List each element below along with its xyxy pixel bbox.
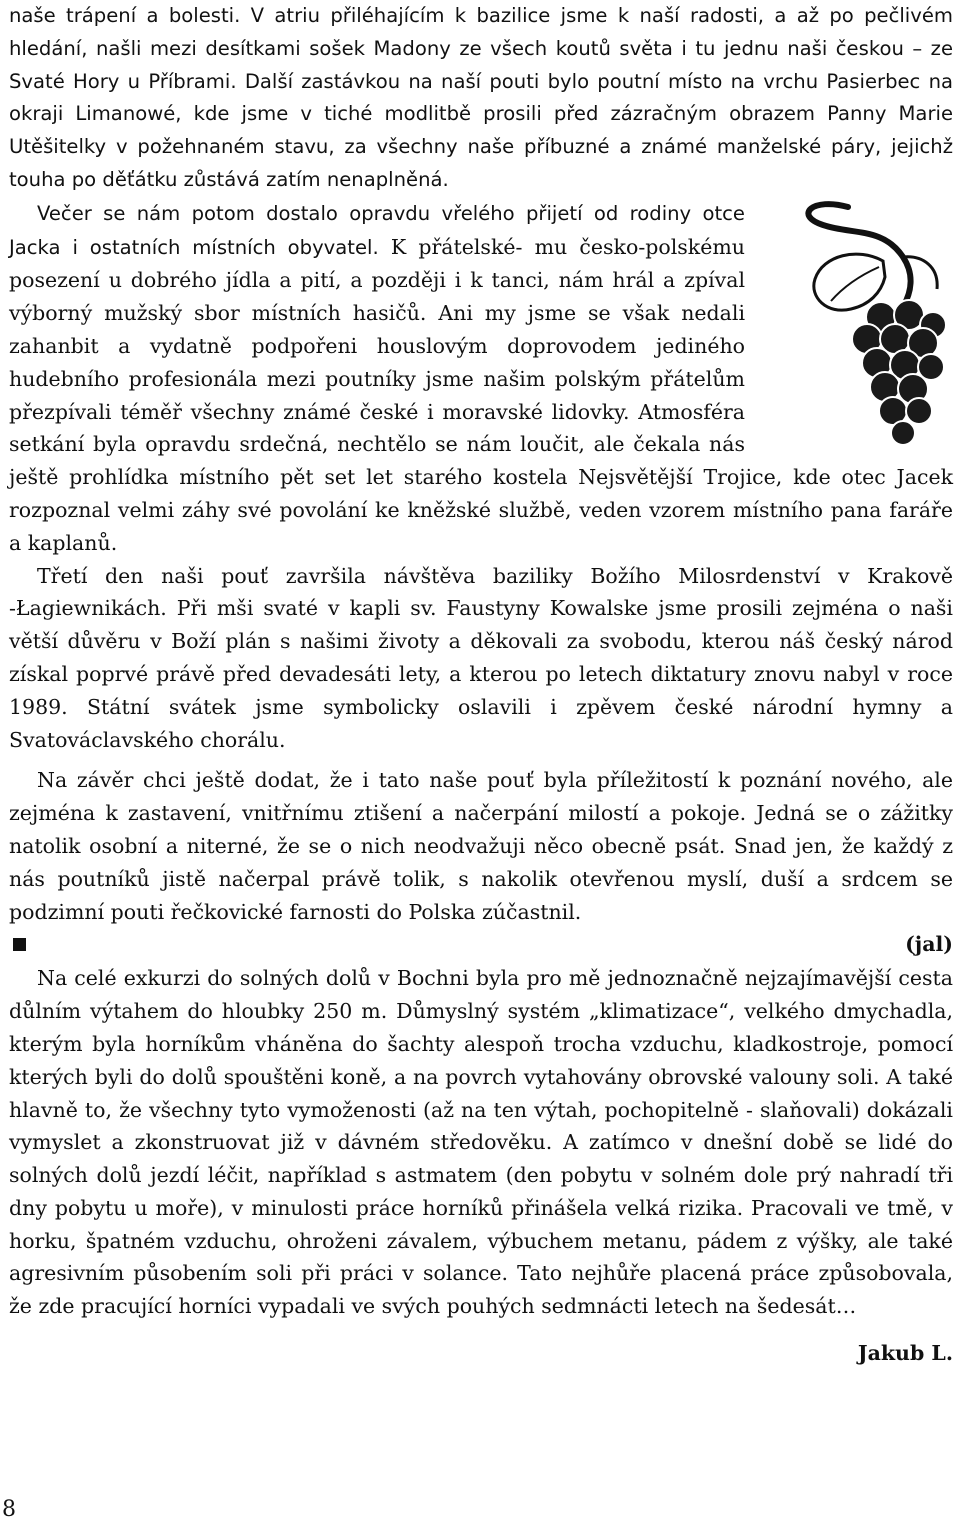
square-bullet-icon [13,938,26,951]
paragraph-intro-part-a: naše trápení a bolesti. V atriu přiléhajícím k bazilice jsme k naší radosti, a až po pečlivém hledání, našli mezi desítkami sošek Madony ze všech koutů světa i tu jednu naši českou – ze Svaté Hory u Příbrami. [9,4,953,93]
paragraph-conclusion: Na závěr chci ještě dodat, že i tato naše pouť byla příležitostí k poznání nového, ale zejména k zastavení, vnitřnímu ztišení a načerpání milostí a pokoje. Jedná se o zážitky natolik osobní a niterné, že se o nich neodvažuji něco obecně psát. Snad jen, že každý z nás poutníků jistě načerpal právě tolik, s nakolik otevřenou myslí, duší a srdcem se podzimní pouti řečkovické farnosti do Polska zúčastnil. [9,768,953,924]
paragraph-intro [9,0,953,197]
paragraph-intro-part-b: Další zastávkou na naší pouti bylo poutní místo na vrchu Pasierbec na okraji Limanowé, kde jsme v tiché modlitbě prosili před zázračným obrazem Panny Marie Utěšitelky v požehnaném stavu, za všechny naše příbuzné a známé manželské páry, jejichž touha po děťátku zůstává zatím nenaplněná. [9,69,954,191]
grape-illustration [753,197,953,459]
signature-jal: (jal) [905,932,953,957]
signature-line [9,928,953,962]
paragraph-evening-sans: Večer se nám potom dostalo opravdu vřelého přijetí od rodiny otce Jacka i ostatních místních obyvatel. [9,201,745,259]
paragraph-third-day: Třetí den naši pouť završila návštěva baziliky Božího Milosrdenství v Krakově -Łagiewnikách. Při mši svaté v kapli sv. Faustyny Kowalske jsme prosili zejména o naši větší důvěru v Boží plán s našimi životy a děkovali za svobodu, kterou náš český národ získal poprvé právě před devadesáti lety, a kterou po letech diktatury znovu nabyl v roce 1989. Státní svátek jsme symbolicky oslavili i zpěvem české národní hymny a Svatováclavského chorálu. [9,563,953,752]
paragraph-evening-serif: K přátelské- mu česko-polskému posezení u dobrého jídla a pití, a později i k tanci, nám hrál a zpíval výborný mužský sbor místních hasičů. Ani my jsme se však nedali zahanbit a vydatně podpořeni houslovým doprovodem jediného hudebního profesionála mezi poutníky jsme našim polským přátelům přezpívali téměř všechny známé české i moravské lidovky. Atmosféra setkání byla opravdu srdečná, nechtělo se nám loučit, ale čekala nás ještě prohlídka místního pět set let starého kostela Nejsvětější Trojice, kde otec Jacek rozpoznal velmi záhy své povolání ke kněžské službě, veden vzorem místního pana faráře a kaplanů. [9,234,953,555]
paragraph-salt-mines: Na celé exkurzi do solných dolů v Bochni byla pro mě jednoznačně nejzajímavější cesta důlním výtahem do hloubky 250 m. Důmyslný systém „klimatizace“, velkého dmychadla, kterým byla horníkům vháněna do šachty alespoň trocha vzduchu, kladkostroje, pomocí kterých byli do dolů spouštěni koně, a na povrch vytahovány obrovské valouny soli. A také hlavně to, že všechny tyto vymoženosti (až na ten výtah, pochopitelně - slaňovali) dokázali vymyslet a zkonstruovat již v dávném středověku. A zatímco v dnešní době se lidé do solných dolů jezdí léčit, například s astmatem (den pobytu v solném dole prý nahradí tři dny pobytu u moře), v minulosti práce horníků přinášela velká rizika. Pracovali ve tmě, v horku, špatném vzduchu, ohroženi závalem, výbuchem metanu, pádem z výšky, ale také agresivním působením soli při práci v solance. Tato nejhůře placená práce způsobovala, že zde pracující horníci vypadali ve svých pouhých sedmnácti letech na šedesát… [9,966,953,1319]
author-signature: Jakub L. [857,1341,953,1366]
page-number: 8 [2,1497,16,1522]
page-content [9,0,953,1370]
